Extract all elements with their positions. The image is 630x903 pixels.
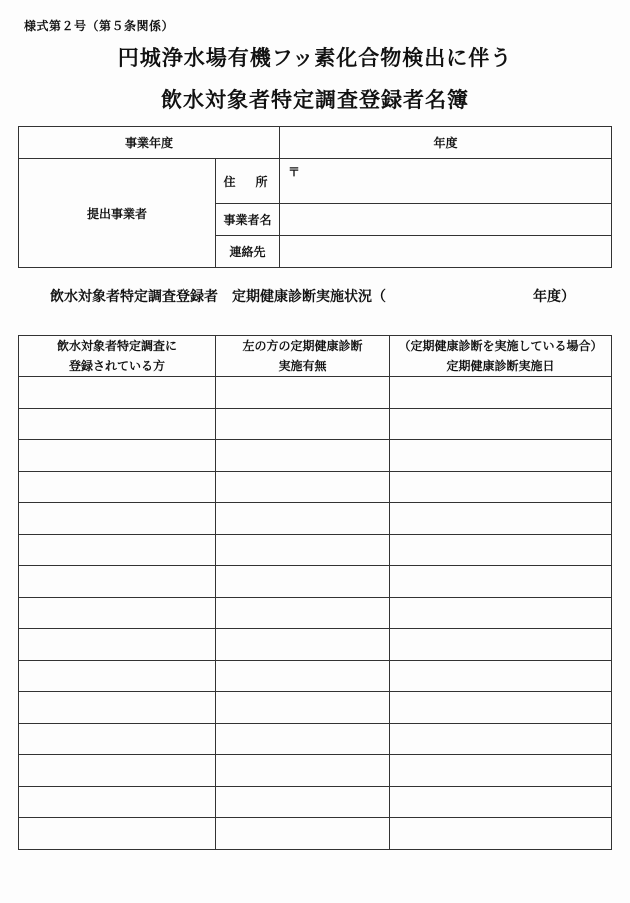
checkup-status-cell[interactable]	[216, 503, 390, 535]
header-registered-person: 飲水対象者特定調査に 登録されている方	[19, 336, 216, 377]
table-row	[19, 755, 612, 787]
checkup-status-cell[interactable]	[216, 408, 390, 440]
checkup-date-cell[interactable]	[390, 723, 612, 755]
address-label: 住 所	[216, 159, 280, 204]
table-row	[19, 566, 612, 598]
checkup-date-cell[interactable]	[390, 471, 612, 503]
roster-header-row	[19, 336, 612, 377]
address-field[interactable]	[280, 159, 612, 204]
registered-person-cell[interactable]	[19, 377, 216, 409]
checkup-status-cell[interactable]	[216, 534, 390, 566]
table-row	[19, 503, 612, 535]
registered-person-cell[interactable]	[19, 471, 216, 503]
table-row	[19, 818, 612, 850]
status-heading	[50, 286, 575, 306]
registered-person-cell[interactable]	[19, 660, 216, 692]
checkup-status-cell[interactable]	[216, 629, 390, 661]
business-name-label: 事業者名	[216, 204, 280, 236]
business-name-field[interactable]	[280, 204, 612, 236]
header-checkup-date: （定期健康診断を実施している場合） 定期健康診断実施日	[390, 336, 612, 377]
checkup-date-cell[interactable]	[390, 440, 612, 472]
checkup-date-cell[interactable]	[390, 534, 612, 566]
checkup-status-cell[interactable]	[216, 723, 390, 755]
table-row	[19, 629, 612, 661]
checkup-status-cell[interactable]	[216, 755, 390, 787]
checkup-status-cell[interactable]	[216, 692, 390, 724]
checkup-date-cell[interactable]	[390, 786, 612, 818]
form-number: 様式第２号（第５条関係）	[24, 19, 175, 33]
checkup-date-cell[interactable]	[390, 629, 612, 661]
checkup-date-cell[interactable]	[390, 408, 612, 440]
checkup-status-cell[interactable]	[216, 471, 390, 503]
registered-person-cell[interactable]	[19, 629, 216, 661]
registered-person-cell[interactable]	[19, 408, 216, 440]
checkup-date-cell[interactable]	[390, 597, 612, 629]
checkup-date-cell[interactable]	[390, 377, 612, 409]
status-heading-year: 年度）	[533, 289, 575, 305]
checkup-status-cell[interactable]	[216, 566, 390, 598]
roster-table	[18, 335, 612, 850]
checkup-date-cell[interactable]	[390, 692, 612, 724]
business-info-table	[18, 126, 612, 268]
table-row	[19, 660, 612, 692]
table-row	[19, 408, 612, 440]
status-heading-text: 飲水対象者特定調査登録者 定期健康診断実施状況（	[50, 289, 386, 305]
fiscal-year-label: 事業年度	[19, 127, 280, 159]
table-row	[19, 786, 612, 818]
checkup-status-cell[interactable]	[216, 786, 390, 818]
table-row	[19, 534, 612, 566]
checkup-date-cell[interactable]	[390, 660, 612, 692]
checkup-date-cell[interactable]	[390, 566, 612, 598]
checkup-date-cell[interactable]	[390, 755, 612, 787]
registered-person-cell[interactable]	[19, 503, 216, 535]
contact-label: 連絡先	[216, 236, 280, 268]
checkup-status-cell[interactable]	[216, 818, 390, 850]
document-title-line1: 円城浄水場有機フッ素化合物検出に伴う	[117, 46, 513, 70]
document-title-line2: 飲水対象者特定調査登録者名簿	[161, 88, 469, 112]
registered-person-cell[interactable]	[19, 534, 216, 566]
table-row	[19, 377, 612, 409]
table-row	[19, 723, 612, 755]
table-row	[19, 440, 612, 472]
registered-person-cell[interactable]	[19, 755, 216, 787]
fiscal-year-field[interactable]: 年度	[280, 127, 612, 159]
registered-person-cell[interactable]	[19, 818, 216, 850]
registered-person-cell[interactable]	[19, 440, 216, 472]
registered-person-cell[interactable]	[19, 597, 216, 629]
table-row	[19, 692, 612, 724]
registered-person-cell[interactable]	[19, 692, 216, 724]
registered-person-cell[interactable]	[19, 786, 216, 818]
checkup-status-cell[interactable]	[216, 377, 390, 409]
checkup-date-cell[interactable]	[390, 818, 612, 850]
checkup-status-cell[interactable]	[216, 660, 390, 692]
registered-person-cell[interactable]	[19, 566, 216, 598]
postal-mark: 〒	[288, 165, 301, 179]
checkup-date-cell[interactable]	[390, 503, 612, 535]
submitter-label: 提出事業者	[19, 159, 216, 268]
contact-field[interactable]	[280, 236, 612, 268]
checkup-status-cell[interactable]	[216, 597, 390, 629]
registered-person-cell[interactable]	[19, 723, 216, 755]
table-row	[19, 471, 612, 503]
header-checkup-status: 左の方の定期健康診断 実施有無	[216, 336, 390, 377]
checkup-status-cell[interactable]	[216, 440, 390, 472]
table-row	[19, 597, 612, 629]
